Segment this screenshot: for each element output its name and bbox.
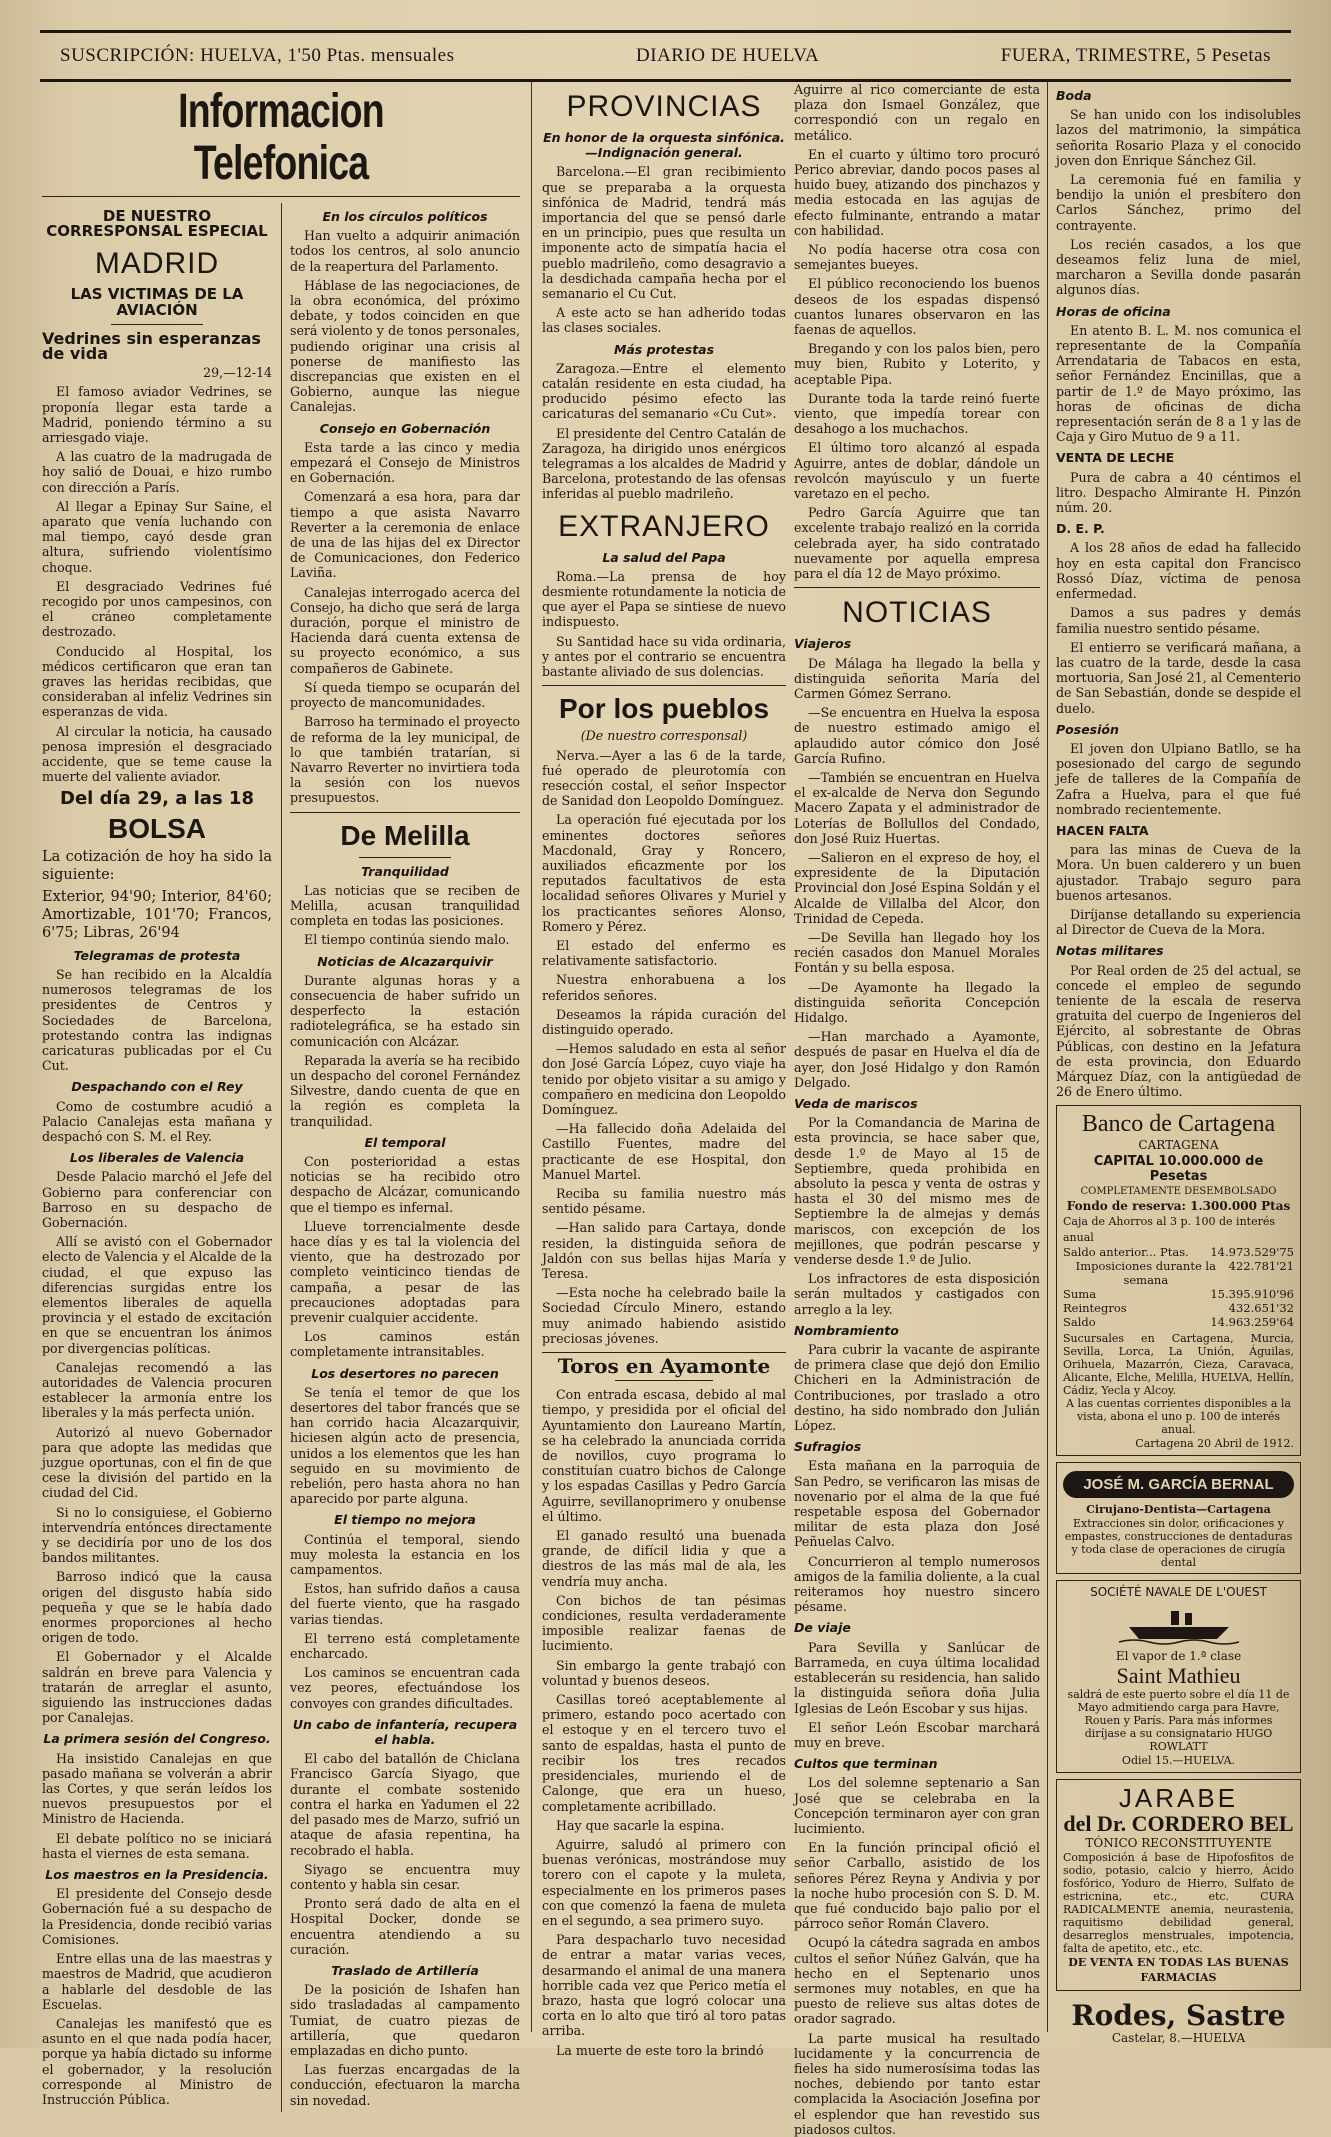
paragraph: para las minas de Cueva de la Mora. Un buen calderero y un buen ajustador. Trabajo seguro para buenos artesanos. <box>1056 842 1301 903</box>
dentist-name: JOSÉ M. GARCÍA BERNAL <box>1063 1471 1294 1498</box>
section-headline: Informacion Telefonica <box>178 85 384 190</box>
article-title: Un cabo de infantería, recupera el habla. <box>292 1716 518 1748</box>
paragraph: El joven don Ulpiano Batllo, se ha posesionado del cargo de segundo jefe de talleres de la Compañía de Zafra a Huelva, para el que fué nombrado recientemente. <box>1056 740 1301 817</box>
bank-savings-note: Caja de Ahorros al 3 p. 100 de interés anual <box>1063 1215 1276 1244</box>
article-title: La salud del Papa <box>602 549 726 565</box>
paragraph: —También se encuentran en Huelva el ex-alcalde de Nerva don Segundo Macero Zapata y el administrador de Loterías de Bollullos del Condado, don José Ruiz Huertas. <box>794 769 1040 846</box>
paragraph: Durante algunas horas y a consecuencia de haber sufrido un desperfecto la estación radiotelegráfica, se ha estado sin comunicación con Alcázar. <box>290 972 520 1049</box>
divider <box>111 324 203 325</box>
dentist-title: Cirujano-Dentista—Cartagena <box>1086 1503 1271 1517</box>
article-title: Noticias de Alcazarquivir <box>317 953 493 969</box>
stock-heading: BOLSA <box>108 812 206 844</box>
article-title: VENTA DE LECHE <box>1056 450 1175 466</box>
ledger-value: 14.963.259'64 <box>1210 1314 1294 1329</box>
paragraph: El terreno está completamente encharcado. <box>290 1630 520 1662</box>
newspaper-title: DIARIO DE HUELVA <box>636 45 820 66</box>
paragraph: El público reconociendo los buenos deseos de los espadas dispensó cuantos lunares observaron en las faenas de aquellos. <box>794 276 1040 338</box>
paragraph: En el cuarto y último toro procuró Perico abreviar, dando pocos pases al huido buey, atizando dos pinchazos y media estocada en las agujas de efecto fulminante, entrando a matar con habilidad. <box>794 146 1040 238</box>
paragraph: Las fuerzas encargadas de la conducción, efectuaron la marcha sin novedad. <box>290 2062 520 2108</box>
paragraph: Esta tarde a las cinco y media empezará el Consejo de Ministros en Gobernación. <box>290 439 520 486</box>
article-title: Los desertores no parecen <box>311 1365 499 1381</box>
syrup-sale: DE VENTA EN TODAS LAS BUENAS FARMACIAS <box>1068 1956 1289 1985</box>
ledger-value: 14.973.529'75 <box>1210 1244 1294 1259</box>
article-title: LAS VICTIMAS DE LA AVIACIÓN <box>70 285 244 319</box>
paragraph: El señor León Escobar marchará muy en breve. <box>794 1719 1040 1750</box>
paragraph: El presidente del Consejo desde Gobernación fué a su despacho de la Presidencia, donde recibió varias Comisiones. <box>42 1886 272 1947</box>
subcolumn-left <box>42 203 272 2112</box>
article-title: Despachando con el Rey <box>71 1079 243 1095</box>
bank-date: Cartagena 20 Abril de 1912. <box>1135 1436 1294 1450</box>
dentist-advertisement <box>1056 1462 1301 1574</box>
ledger-row <box>1063 1287 1294 1301</box>
byline: DE NUESTRO CORRESPONSAL ESPECIAL <box>46 207 268 241</box>
paragraph: Al llegar a Epinay Sur Saine, el aparato que venía luchando con mal tiempo, cayó desde gran altura, sufriendo violentísimo choque. <box>42 498 272 575</box>
section-heading: PROVINCIAS <box>566 90 762 123</box>
section-heading: Por los pueblos <box>558 693 770 725</box>
paragraph: El debate político no se iniciará hasta el viernes de esta semana. <box>42 1830 272 1861</box>
stock-values: Exterior, 94'90; Interior, 84'60; Amortizable, 101'70; Francos, 6'75; Libras, 26'94 <box>42 888 272 941</box>
paragraph: El último toro alcanzó al espada Aguirre, antes de doblar, dándole un revolcón mayúsculo y un fuerte varetazo en el pecho. <box>794 440 1040 502</box>
paragraph: Los del solemne septenario a San José que se celebraba en la Concepción terminaron ayer con gran lucimiento. <box>794 1775 1040 1836</box>
dateline: 29,—12-14 <box>203 365 272 381</box>
ledger-row <box>1063 1315 1294 1329</box>
syrup-text: Composición á base de Hipofosfitos de sodio, potasio, calcio y hierro, Ácido fosfórico, Yoduro de Hierro, Sulfato de estricnina, etc., etc. CURA RADICALMENTE anemia, neurastenia, raquitismo debilidad general, desarreglos menstruales, impotencia, falta de apetito, etc., etc. <box>1063 1851 1294 1956</box>
tailor-advertisement <box>1056 1997 1301 2050</box>
paragraph: Háblase de las negociaciones, de la obra económica, del próximo debate, y todos coinciden en que será violento y de tonos personales, pudiendo originar una crisis al ponerse de manifiesto las discrepancias que existen en el Gobierno, aunque las niegue Canalejas. <box>290 277 520 415</box>
paragraph: Al circular la noticia, ha causado penosa impresión el desgraciado accidente, que se teme cause la muerte del valiente aviador. <box>42 723 272 785</box>
article-title: Horas de oficina <box>1056 303 1171 319</box>
telephone-news-section <box>42 82 520 2108</box>
ledger-row <box>1063 1259 1294 1287</box>
divider <box>290 812 520 813</box>
divider <box>794 587 1040 588</box>
article-title: Los liberales de Valencia <box>69 1150 245 1166</box>
bank-interest-note: A las cuentas corrientes disponibles a la vista, abona el uno p. 100 de interés anual. <box>1066 1396 1291 1436</box>
paragraph: Reparada la avería se ha recibido un despacho del coronel Fernández Silvestre, dando cuenta de que en la región es completa la tranquilidad. <box>290 1052 520 1129</box>
bank-advertisement <box>1056 1105 1301 1456</box>
paragraph: El desgraciado Vedrines fué recogido por unos campesinos, con el cráneo completamente destrozado. <box>42 578 272 640</box>
paragraph: Se han recibido en la Alcaldía numerosos telegramas de los presidentes de Centros y Sociedades de Barcelona, protestando contra las indignas caricaturas publicadas por el Cu Cut. <box>42 966 272 1074</box>
paragraph: Los caminos están completamente intransitables. <box>290 1329 520 1360</box>
paragraph: Ha insistido Canalejas en que pasado mañana se volverán a abrir las Cortes, y que serán leídos los nuevos presupuestos por el Ministro de Hacienda. <box>42 1750 272 1827</box>
paragraph: Deseamos la rápida curación del distinguido operado. <box>542 1006 786 1037</box>
paragraph: Allí se avistó con el Gobernador electo de Valencia y el Alcalde de la ciudad, el que expuso las diferencias surgidas entre los elementos liberales de aquella provincia y el estado de excitación en que se encuentran los ánimos por divergencias políticas. <box>42 1234 272 1356</box>
paragraph: Su Santidad hace su vida ordinaria, y antes por el contrario se encuentra bastante aliviado de sus dolencias. <box>542 633 786 680</box>
paragraph: Entre ellas una de las maestras y maestros de Madrid, que acudieron a hablarle del desdoble de las Escuelas. <box>42 1951 272 2012</box>
paragraph: —Salieron en el expreso de hoy, el expresidente de la Diputación Provincial don José Espina Soldán y el Alcalde de Villalba del Alcor, don Trinidad de Cepeda. <box>794 849 1040 926</box>
paragraph: —Esta noche ha celebrado baile la Sociedad Círculo Minero, estando muy animado habiendo asistido preciosas jóvenes. <box>542 1285 786 1346</box>
subscription-local: SUSCRIPCIÓN: HUELVA, 1'50 Ptas. mensuales <box>60 45 455 66</box>
paragraph: Han vuelto a adquirir animación todos los centros, al solo anuncio de la reapertura del Parlamento. <box>290 228 520 274</box>
ledger-label: Imposiciones durante la semana <box>1075 1258 1216 1287</box>
paragraph: El ganado resultó una buenada grande, de difícil lidia y que a diestros de las más mal de ala, les vendría muy ancha. <box>542 1528 786 1589</box>
paragraph: Sí queda tiempo se ocuparán del proyecto de mancomunidades. <box>290 679 520 711</box>
bank-name: Banco de Cartagena <box>1081 1111 1276 1138</box>
article-title: Notas militares <box>1056 943 1164 959</box>
paragraph: A este acto se han adherido todas las clases sociales. <box>542 305 786 336</box>
article-title: De viaje <box>794 1620 851 1636</box>
paragraph: El presidente del Centro Catalán de Zaragoza, ha dirigido unos enérgicos telegramas a los alcaldes de Madrid y Barcelona, protestando de las ofensas inferidas al pueblo madrileño. <box>542 425 786 502</box>
paragraph: —Hemos saludado en esta al señor don José García López, cuyo viaje ha tenido por objeto visitar a su amigo y compañero en medicina don Leopoldo Domínguez. <box>542 1041 786 1117</box>
article-title: Viajeros <box>794 636 852 652</box>
section-heading: NOTICIAS <box>842 596 992 630</box>
paragraph: Los infractores de esta disposición serán multados y castigados con arreglo a la ley. <box>794 1271 1040 1317</box>
article-title: Sufragios <box>794 1439 862 1455</box>
article-title: El tiempo no mejora <box>334 1512 476 1528</box>
paragraph: El cabo del batallón de Chiclana Francisco García Siyago, que durante el combate sostenido contra el harka en Yadumen el 22 del pasado mes de Marzo, sufrió un ataque de afasia repentina, ha recobrado el habla. <box>290 1751 520 1858</box>
paragraph: Llueve torrencialmente desde hace días y es tal la violencia del viento, que ha destrozado por completo veinticinco tiendas de campaña, a pesar de las precauciones adoptadas para prevenir cualquier accidente. <box>290 1218 520 1325</box>
paragraph: Los caminos se encuentran cada vez peores, efectuándose los convoyes con grandes dificultades. <box>290 1665 520 1711</box>
article-title: HACEN FALTA <box>1056 822 1149 838</box>
paragraph: Barroso ha terminado el proyecto de reforma de la ley municipal, de lo que también tratarían, si Navarro Reverter no invirtiera toda la sesión con los nuevos presupuestos. <box>290 714 520 806</box>
article-title: En honor de la orquesta sinfónica.—Indignación general. <box>543 130 785 161</box>
paragraph: Barcelona.—El gran recibimiento que se preparaba a la orquesta sinfónica de Madrid, tendrá más importancia del que se pensó darle en un principio, pues que resulta un imponente acto de simpatía hacia el pueblo madrileño, como desagravio a la desdichada campaña hecha por el semanario el Cu Cut. <box>542 164 786 302</box>
paragraph: Pura de cabra a 40 céntimos el litro. Despacho Almirante H. Pinzón núm. 20. <box>1056 469 1301 516</box>
divider <box>42 196 520 197</box>
paragraph: Sin embargo la gente trabajó con voluntad y buenos deseos. <box>542 1657 786 1688</box>
paragraph: Los recién casados, a los que deseamos feliz luna de miel, marcharon a Sevilla donde pasarán algunos días. <box>1056 236 1301 298</box>
paragraph: Para cubrir la vacante de aspirante de primera clase que dejó don Emilio Chicheri en la Administración de Contribuciones, por traslado a otro destino, ha sido nombrado don Julián López. <box>794 1342 1040 1434</box>
ship-company: SOCIÉTÉ NAVALE DE L'OUEST <box>1090 1585 1267 1600</box>
paragraph: Por la Comandancia de Marina de esta provincia, se hace saber que, desde 1.º de Mayo al 15 de Septiembre, queda prohibida en absoluto la pesca y venta de ostras y hasta el 30 del mismo mes de Septiembre la de almejas y demás mariscos, con excepción de los mejillones, que podrán pescarse y venderse desde 1.º de Julio. <box>794 1115 1040 1268</box>
divider <box>359 857 451 858</box>
ship-details: saldrá de este puerto sobre el día 11 de Mayo admitiendo carga para Havre, Rouen y París. Para más informes diríjase a su consignatario HUGO ROWLATT <box>1067 1687 1290 1753</box>
paragraph: Pronto será dado de alta en el Hospital Docker, donde se encuentra atendiendo a su curación. <box>290 1896 520 1957</box>
syrup-subtitle: TÓNICO RECONSTITUYENTE <box>1085 1836 1272 1851</box>
article-title: Cultos que terminan <box>794 1756 938 1772</box>
paragraph: La ceremonia fué en familia y bendijo la unión el presbítero don Carlos Sánchez, primo del contrayente. <box>1056 172 1301 233</box>
ledger-row <box>1063 1301 1294 1315</box>
paragraph: Nuestra enhorabuena a los referidos señores. <box>542 972 786 1003</box>
steamship-icon <box>1119 1605 1239 1645</box>
bank-reserve: Fondo de reserva: 1.300.000 Ptas <box>1066 1199 1291 1214</box>
city-heading: MADRID <box>94 247 220 281</box>
ledger-label: Reintegros <box>1063 1300 1127 1315</box>
paragraph: —De Ayamonte ha llegado la distinguida señorita Concepción Hidalgo. <box>794 979 1040 1025</box>
article-title: Posesión <box>1056 721 1119 737</box>
article-title: D. E. P. <box>1056 521 1105 537</box>
paragraph: Pedro García Aguirre que tan excelente trabajo realizó en la corrida celebrada ayer, ha sido contratado nuevamente por aquella empresa para el día 12 de Mayo próximo. <box>794 505 1040 582</box>
provinces-column <box>542 82 786 2058</box>
paragraph: Por Real orden de 25 del actual, se concede el empleo de segundo teniente de la escala de reserva gratuita del cuerpo de Ingenieros del Ejército, al sobrestante de Obras Públicas, con destino en la Jefatura de esta provincia, don Eduardo Márquez Díaz, con la antigüedad de 26 de Enero último. <box>1056 962 1301 1100</box>
column-divider <box>531 82 532 2032</box>
paragraph: El entierro se verificará mañana, a las cuatro de la tarde, desde la casa mortuoria, San José 21, al Cementerio de San Sebastián, donde se despide el duelo. <box>1056 639 1301 716</box>
paragraph: A los 28 años de edad ha fallecido hoy en esta capital don Francisco Rossó Díaz, víctima de penosa enfermedad. <box>1056 540 1301 602</box>
article-title: Más protestas <box>613 341 715 357</box>
article-title: Toros en Ayamonte <box>557 1354 771 1379</box>
paragraph: Se han unido con los indisolubles lazos del matrimonio, la simpática señorita Rosario Plaza y el conocido joven don Enrique Sánchez Gil. <box>1056 107 1301 168</box>
tailor-name: Rodes, Sastre <box>1071 1998 1286 2032</box>
paragraph: Canalejas interrogado acerca del Consejo, ha dicho que será de larga duración, porque el ministro de Hacienda dará cuenta extensa de su proyecto económico, a sus compañeros de Gabinete. <box>290 584 520 676</box>
notices-column <box>794 82 1040 2137</box>
bank-paid: COMPLETAMENTE DESEMBOLSADO <box>1080 1186 1277 1197</box>
section-heading: EXTRANJERO <box>558 509 770 543</box>
article-title: En los círculos políticos <box>322 209 488 224</box>
paragraph: Damos a sus padres y demás familia nuestro sentido pésame. <box>1056 605 1301 636</box>
ship-name: Saint Mathieu <box>1116 1662 1241 1688</box>
ledger-row <box>1063 1245 1294 1259</box>
paragraph: Estos, han sufrido daños a causa del fuerte viento, que ha rasgado varias tiendas. <box>290 1581 520 1627</box>
article-title: Consejo en Gobernación <box>319 420 491 436</box>
paragraph: Como de costumbre acudió a Palacio Canalejas esta mañana y despachó con S. M. el Rey. <box>42 1098 272 1144</box>
ledger-value: 422.781'21 <box>1228 1258 1294 1273</box>
paragraph: —De Sevilla han llegado hoy los recién casados don Manuel Morales Fontán y su bella esposa. <box>794 929 1040 976</box>
paragraph: Con entrada escasa, debido al mal tiempo, y presidida por el oficial del Ayuntamiento don Laureano Martín, se ha celebrado la anunciada corrida de novillos, cuyo programa lo constituían cuatro bichos de Calonge y los espadas Casillas y Pedro García Aguirre, sevillanoprimero y onubense el último. <box>542 1387 786 1524</box>
paragraph: Conducido al Hospital, los médicos certificaron que eran tan graves las heridas recibidas, que consideraban al infeliz Vedrines sin esperanzas de vida. <box>42 643 272 720</box>
paragraph: Zaragoza.—Entre el elemento catalán residente en esta ciudad, ha producido pésimo efecto las caricaturas del semanario «Cu Cut». <box>542 360 786 422</box>
paragraph: —Han salido para Cartaya, donde residen, la distinguida señora de Jaldón con sus bellas hijas María y Teresa. <box>542 1220 786 1281</box>
article-title: Boda <box>1056 88 1092 103</box>
paragraph: Esta mañana en la parroquia de San Pedro, se verificaron las misas de novenario por el alma de la que fué respetable esposa del Gobernador militar de esta plaza don José Peñuelas Calvo. <box>794 1458 1040 1550</box>
paragraph: Durante toda la tarde reinó fuerte viento, que impedía torear con desahogo a los muchachos. <box>794 390 1040 437</box>
paragraph: Barroso indicó que la causa origen del disgusto había sido pequeña y que se le había dado enormes proporciones al hecho origen de todo. <box>42 1569 272 1646</box>
paragraph: De Málaga ha llegado la bella y distinguida señorita María del Carmen Gómez Serrano. <box>794 655 1040 701</box>
paragraph: Diríjanse detallando su experiencia al Director de Cueva de la Mora. <box>1056 906 1301 938</box>
section-heading: De Melilla <box>340 819 470 851</box>
paragraph: —Ha fallecido doña Adelaida del Castillo Fuentes, madre del practicante de ese Hospital, don Manuel Martel. <box>542 1121 786 1182</box>
article-title: La primera sesión del Congreso. <box>43 1731 271 1747</box>
article-title: Nombramiento <box>794 1322 899 1338</box>
paragraph: —Han marchado a Ayamonte, después de pasar en Huelva el día de ayer, don José Hidalgo y don Ramón Delgado. <box>794 1029 1040 1090</box>
paragraph: Reciba su familia nuestro más sentido pésame. <box>542 1185 786 1217</box>
paragraph: Aguirre, saludó al primero con buenas verónicas, mostrándose muy torero con el capote y la muleta, especialmente en los primeros pases con que comenzó la faena de muleta en el segundo, a sea primero suyo. <box>542 1836 786 1928</box>
paragraph: Nerva.—Ayer a las 6 de la tarde, fué operado de pleurotomía con resección costal, el señor Inspector de Sanidad don Leopoldo Domínguez. <box>542 747 786 809</box>
byline: (De nuestro corresponsal) <box>580 728 748 744</box>
divider <box>542 1352 786 1353</box>
ads-column <box>1056 82 1301 2045</box>
paragraph: El tiempo continúa siendo malo. <box>304 932 510 948</box>
subcolumn-right <box>290 203 520 2112</box>
article-title: Veda de mariscos <box>794 1095 918 1111</box>
divider <box>615 1380 713 1381</box>
telephone-news-body <box>42 203 520 2112</box>
article-title: Vedrines sin esperanzas de vida <box>42 328 261 364</box>
bank-branches: Sucursales en Cartagena, Murcia, Sevilla, Lorca, La Unión, Águilas, Orihuela, Mazarrón, Cieza, Caravaca, Alicante, Elche, Melilla, HUELVA, Hellín, Cádiz, Yecla y Alcoy. <box>1063 1331 1294 1397</box>
paragraph: Casillas toreó aceptablemente al primero, estando poco acertado con el estoque y en el tercero tuvo el santo de espaldas, hasta el punto de recibir los tres recados presidenciales, muriendo el de Calonge, que era un hueso, completamente acribillado. <box>542 1692 786 1814</box>
stock-time-heading: Del día 29, a las 18 <box>60 787 254 809</box>
article-title: Traslado de Artillería <box>331 1962 479 1978</box>
paragraph: Para Sevilla y Sanlúcar de Barrameda, en cuya última localidad establecerán su residencia, han salido la distinguida señora doña Julia Iglesias de León Escobar y sus hijas. <box>794 1639 1040 1716</box>
ledger-label: Suma <box>1063 1286 1097 1301</box>
paragraph: Canalejas recomendó a las autoridades de Valencia procuren establecer la armonía entre los liberales y la más perfecta unión. <box>42 1359 272 1421</box>
paragraph: El estado del enfermo es relativamente satisfactorio. <box>542 937 786 969</box>
paragraph: Continúa el temporal, siendo muy molesta la estancia en los campamentos. <box>290 1531 520 1578</box>
paragraph: Autorizó al nuevo Gobernador para que adopte las medidas que juzgue oportunas, con el fin de que cese la división del partido en la ciudad del Cid. <box>42 1424 272 1501</box>
tailor-address: Castelar, 8.—HUELVA <box>1111 2030 1246 2045</box>
paragraph: La parte musical ha resultado lucidamente y la concurrencia de fieles ha sido numerosísima todas las noches, debiendo por tanto estar complacida la Asociación Josefina por el esplendor que han revestido sus piadosos cultos. <box>794 2030 1040 2137</box>
paragraph: Concurrieron al templo numerosos amigos de la familia doliente, a la cual reiteramos hoy nuestro sincero pésame. <box>794 1553 1040 1615</box>
dentist-services: Extracciones sin dolor, orificaciones y empastes, construcciones de dentaduras y toda clase de operaciones de cirugía dental <box>1064 1517 1293 1570</box>
paragraph: En atento B. L. M. nos comunica el representante de la Compañía Arrendataria de Tabacos en esta, señor Fernández Encinillas, que a partir de 1.º de Mayo próximo, las horas de oficinas de dicha representación serán de 8 a 1 y las de Caja y Giro Mutuo de 9 a 11. <box>1056 322 1301 445</box>
paragraph: Siyago se encuentra muy contento y habla sin cesar. <box>290 1861 520 1892</box>
paragraph: Roma.—La prensa de hoy desmiente rotundamente la noticia de que ayer el Papa se sintiese de nuevo indispuesto. <box>542 568 786 630</box>
syrup-doctor: del Dr. CORDERO BEL <box>1063 1811 1294 1837</box>
paragraph: La cotización de hoy ha sido la siguiente: <box>42 848 272 883</box>
column-divider <box>1047 82 1048 2032</box>
paragraph: De la posición de Ishafen han sido trasladadas al campamento Tumiat, de cuatro piezas de artillería, que quedaron emplazadas en dicho punto. <box>290 1982 520 2058</box>
bank-city: CARTAGENA <box>1138 1138 1219 1153</box>
ship-intro: El vapor de 1.ª clase <box>1115 1648 1242 1663</box>
paragraph: Con bichos de tan pésimas condiciones, resulta verdaderamente imposible realizar faenas de lucimiento. <box>542 1592 786 1654</box>
paragraph: Con posterioridad a estas noticias se ha recibido otro despacho de Alcázar, comunicando que el tiempo es infernal. <box>290 1153 520 1215</box>
paragraph: Las noticias que se reciben de Melilla, acusan tranquilidad completa en todas las posiciones. <box>290 882 520 929</box>
syrup-title: JARABE <box>1118 1783 1239 1814</box>
article-title: Telegramas de protesta <box>73 947 241 963</box>
paragraph: Hay que sacarle la espina. <box>556 1817 725 1833</box>
paragraph: Ocupó la cátedra sagrada en ambos cultos el señor Núñez Galván, que ha hecho en el Septenario unos sermones muy notables, en que ha puesto de relieve sus altas dotes de orador sagrado. <box>794 1935 1040 2027</box>
ledger-value: 432.651'32 <box>1228 1300 1294 1315</box>
shipping-advertisement <box>1056 1580 1301 1773</box>
paragraph: Para despacharlo tuvo necesidad de entrar a matar varias veces, desarmando el animal de una manera horrible cada vez que Perico metía el brazo, hasta que logró colocar una corta en lo alto que tiró al toro patas arriba. <box>542 1932 786 2039</box>
paragraph: Aguirre al rico comerciante de esta plaza don Ismael González, que correspondió con un regalo en metálico. <box>794 82 1040 143</box>
paragraph: La muerte de este toro la brindó <box>556 2042 764 2058</box>
paragraph: La operación fué ejecutada por los eminentes doctores señores Macdonald, Gray y Roncero, auxiliados eficazmente por los reputados facultativos de esta localidad señores Olivares y Muriel y los practicantes señores Alonso, Romero y Pérez. <box>542 812 786 934</box>
article-title: Tranquilidad <box>361 863 449 879</box>
article-title: El temporal <box>364 1134 446 1150</box>
subscription-outside: FUERA, TRIMESTRE, 5 Pesetas <box>1000 45 1271 66</box>
paragraph: Canalejas les manifestó que es asunto en el que nada podía hacer, porque ya había dictado su informe el gobernador, y la resolución corresponde al Ministro de Instrucción Pública. <box>42 2015 272 2107</box>
paragraph: El Gobernador y el Alcalde saldrán en breve para Valencia y tratarán de arreglar el asunto, siguiendo las instrucciones dadas por Canalejas. <box>42 1649 272 1726</box>
ledger-label: Saldo anterior... Ptas. <box>1063 1244 1189 1259</box>
ship-address: Odiel 15.—HUELVA. <box>1121 1753 1236 1767</box>
divider <box>542 685 786 686</box>
paragraph: No podía hacerse otra cosa con semejantes bueyes. <box>794 242 1040 273</box>
paragraph: El famoso aviador Vedrines, se proponía llegar esta tarde a Madrid, poniendo término a su arriesgado viaje. <box>42 384 272 446</box>
article-title: Los maestros en la Presidencia. <box>45 1867 269 1883</box>
paragraph: Comenzará a esa hora, para dar tiempo a que asista Navarro Reverter a la ceremonia de enlace de una de las hijas del ex Director de Comunicaciones, don Federico Laviña. <box>290 489 520 581</box>
paragraph: Si no lo consiguiese, el Gobierno intervendría entónces directamente y se decidiría por uno de los dos bandos militantes. <box>42 1504 272 1566</box>
ledger-label: Saldo <box>1063 1314 1096 1329</box>
paragraph: En la función principal ofició el señor Carballo, asistido de los señores Pérez Reyna y Andivia y por la noche hubo procesión con S. D. M. que fué conducido bajo palio por el párroco señor Román Clavero. <box>794 1840 1040 1932</box>
masthead <box>40 30 1291 82</box>
paragraph: Desde Palacio marchó el Jefe del Gobierno para conferenciar con Barroso en su despacho de Gobernación. <box>42 1169 272 1230</box>
paragraph: Se tenía el temor de que los desertores del tabor francés que se han corrido hacia Alcazarquivir, hiciesen algún acto de presencia, unidos a los elementos que les han seguido en su movimiento de rebelión, pero hasta ahora no han aparecido por parte alguna. <box>290 1384 520 1507</box>
paragraph: A las cuatro de la madrugada de hoy salió de Douai, e hizo rumbo con dirección a París. <box>42 449 272 495</box>
bank-capital: CAPITAL 10.000.000 de Pesetas <box>1093 1153 1264 1184</box>
ledger-value: 15.395.910'96 <box>1210 1286 1294 1301</box>
paragraph: —Se encuentra en Huelva la esposa de nuestro estimado amigo el aplaudido autor cómico don José García Rufino. <box>794 705 1040 766</box>
syrup-advertisement <box>1056 1779 1301 1991</box>
paragraph: Bregando y con los palos bien, pero muy bien, Rubito y Loterito, y aceptable Pipa. <box>794 341 1040 387</box>
